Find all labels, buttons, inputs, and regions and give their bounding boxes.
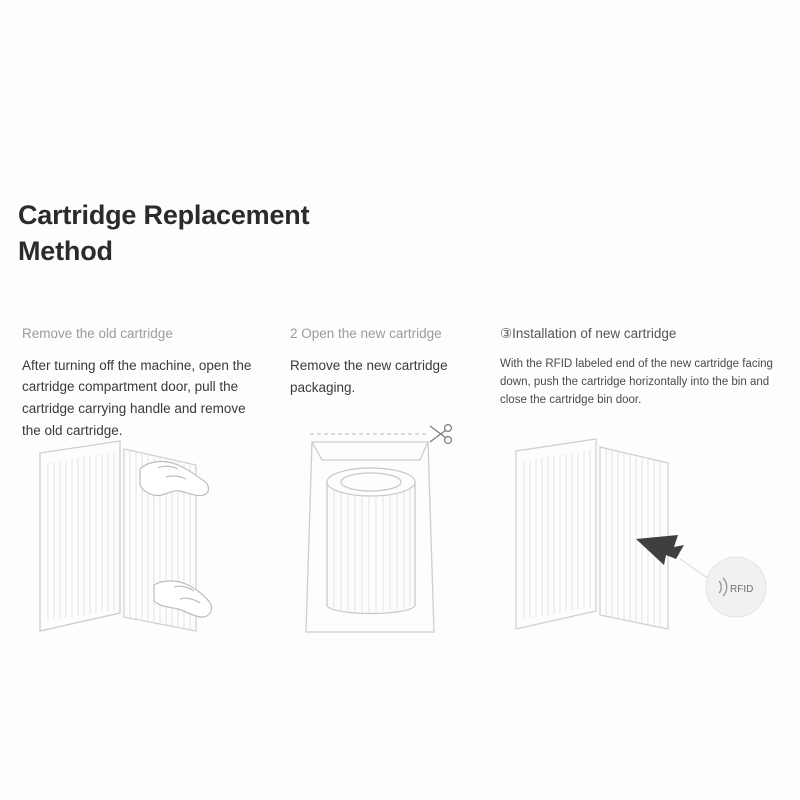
step-3-body: With the RFID labeled end of the new cartridge facing down, push the cartridge horizontally into the bin and close the cartridge bin door. [500, 357, 773, 406]
illustration-remove-old-cartridge [28, 435, 268, 650]
illustration-open-new-cartridge [288, 420, 488, 650]
scissors-icon [430, 425, 451, 444]
page-title [18, 198, 438, 269]
step-column-1 [22, 325, 267, 442]
page-title-line-2: Method [18, 235, 113, 266]
rfid-label: RFID [730, 584, 754, 595]
step-2-body: Remove the new cartridge packaging. [290, 357, 448, 396]
step-1-heading: Remove the old cartridge [22, 326, 173, 341]
step-column-2 [290, 325, 490, 400]
page-title-line-1: Cartridge Replacement [18, 200, 310, 230]
step-column-3 [500, 325, 790, 409]
footer-whitespace [0, 680, 800, 800]
rfid-badge-icon [706, 557, 766, 617]
step-1-body: After turning off the machine, open the cartridge compartment door, pull the cartridge carrying handle and remove the old cartridge. [22, 357, 252, 439]
step-2-heading: 2 Open the new cartridge [290, 326, 442, 341]
push-arrow-icon [636, 535, 684, 565]
step-3-heading: ③Installation of new cartridge [500, 326, 677, 341]
illustration-install-new-cartridge [508, 435, 778, 650]
